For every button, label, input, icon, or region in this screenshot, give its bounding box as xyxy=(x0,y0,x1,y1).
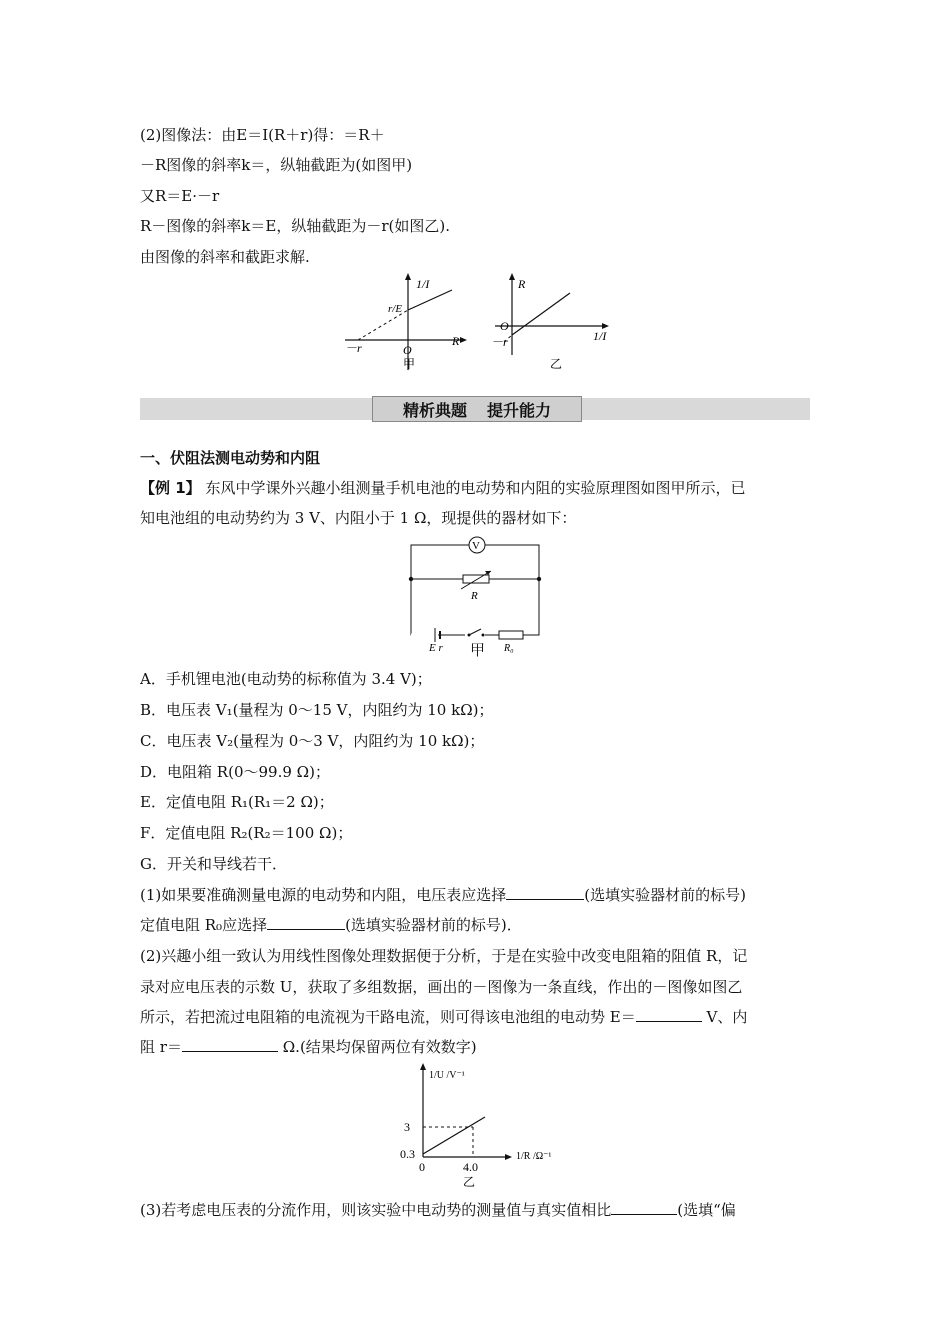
battery-label: E r xyxy=(429,642,443,654)
yi-y-label: R xyxy=(518,277,526,291)
option-item: A．手机锂电池(电动势的标称值为 3.4 V)； xyxy=(140,670,432,688)
q2-text-d: V、内 xyxy=(706,1008,748,1026)
q2-blank-r[interactable] xyxy=(182,1037,278,1052)
example-text-1: 东风中学课外兴趣小组测量手机电池的电动势和内阻的实验原理图如图甲所示，已 xyxy=(205,479,746,497)
figure-yi xyxy=(490,270,615,375)
chart-yi xyxy=(390,1062,560,1190)
q3-text-a: (3)若考虑电压表的分流作用，则该实验中电动势的测量值与真实值相比 xyxy=(140,1201,612,1219)
q3-blank[interactable] xyxy=(611,1200,677,1215)
q3-text-b: (选填“偏 xyxy=(677,1201,736,1219)
option-item: E．定值电阻 R₁(R₁＝2 Ω)； xyxy=(140,793,334,811)
option-item: F．定值电阻 R₂(R₂＝100 Ω)； xyxy=(140,824,353,842)
section-banner-title xyxy=(372,396,582,422)
jia-origin: O xyxy=(403,343,412,357)
option-item: D．电阻箱 R(0～99.9 Ω)； xyxy=(140,763,330,781)
jia-x-label: R xyxy=(452,334,460,348)
chart-caption: 乙 xyxy=(463,1175,476,1189)
origin-label: 0 xyxy=(419,1160,425,1174)
q2-line-3 xyxy=(140,1007,747,1027)
voltmeter-label: V xyxy=(472,540,480,552)
intro-line-2: －R图像的斜率k＝，纵轴截距为(如图甲) xyxy=(140,156,413,174)
q1-blank-1[interactable] xyxy=(506,885,584,900)
circuit-caption: 甲 xyxy=(470,641,486,659)
q1-blank-2[interactable] xyxy=(267,915,345,930)
q1-text-c: 定值电阻 R₀应选择 xyxy=(140,916,268,934)
intro-line-4: R－图像的斜率k＝E，纵轴截距为－r(如图乙). xyxy=(140,217,450,235)
y-tick-0.3: 0.3 xyxy=(400,1147,415,1161)
option-item: C．电压表 V₂(量程为 0～3 V，内阻约为 10 kΩ)； xyxy=(140,732,485,750)
q1-text-a: (1)如果要准确测量电源的电动势和内阻，电压表应选择 xyxy=(140,886,507,904)
y-axis-label: 1/U /V⁻¹ xyxy=(429,1070,465,1081)
y-axis-arrow xyxy=(420,1063,426,1070)
q1-line-1 xyxy=(140,885,746,905)
q2-text-e: 阻 r＝ xyxy=(140,1038,182,1056)
q2-blank-e[interactable] xyxy=(636,1007,702,1022)
y-tick-3: 3 xyxy=(404,1120,410,1134)
yi-x-label: 1/I xyxy=(593,329,607,343)
q2-line-1: (2)兴趣小组一致认为用线性图像处理数据便于分析，于是在实验中改变电阻箱的阻值 R，记 xyxy=(140,947,748,965)
jia-y-label: 1/I xyxy=(416,277,430,291)
banner-left-text: 精析典题 xyxy=(402,400,467,420)
data-line xyxy=(423,1117,485,1154)
yi-caption: 乙 xyxy=(550,357,563,371)
banner-right-text: 提升能力 xyxy=(487,400,552,420)
q2-text-c: 所示，若把流过电阻箱的电流视为干路电流，则可得该电池组的电动势 E＝ xyxy=(140,1008,636,1026)
example-tag: 【例 1】 xyxy=(140,479,201,497)
yi-origin: O xyxy=(500,319,509,333)
jia-neg-r: －r xyxy=(345,341,362,355)
intro-line-3: 又R＝E·－r xyxy=(140,187,220,205)
x-tick-4.0: 4.0 xyxy=(463,1160,478,1174)
q1-line-2 xyxy=(140,915,522,935)
section-title: 一、伏阻法测电动势和内阻 xyxy=(140,449,321,467)
example-line-2: 知电池组的电动势约为 3 V、内阻小于 1 Ω，现提供的器材如下： xyxy=(140,509,577,527)
jia-intercept: r/E xyxy=(388,303,403,315)
q2-line-4 xyxy=(140,1037,477,1057)
q1-text-b: (选填实验器材前的标号) xyxy=(584,886,746,904)
q2-line-2: 录对应电压表的示数 U，获取了多组数据，画出的－图像为一条直线，作出的－图像如图乙 xyxy=(140,978,743,996)
yi-neg-r: －r xyxy=(491,335,508,349)
intro-line-5: 由图像的斜率和截距求解. xyxy=(140,248,310,266)
q3-line-1 xyxy=(140,1200,736,1220)
q1-text-d: (选填实验器材前的标号)． xyxy=(345,916,522,934)
resistor-label: R₀ xyxy=(504,643,514,654)
figure-jia xyxy=(340,270,470,375)
x-axis-arrow xyxy=(505,1154,512,1160)
intro-line-1: (2)图像法：由E＝I(R＋r)得：＝R＋ xyxy=(140,126,385,144)
example-line-1 xyxy=(140,478,745,498)
jia-caption: 甲 xyxy=(403,357,416,371)
option-item: B．电压表 V₁(量程为 0～15 V，内阻约为 10 kΩ)； xyxy=(140,701,494,719)
option-item: G．开关和导线若干． xyxy=(140,855,287,873)
q2-text-f: Ω.(结果均保留两位有效数字) xyxy=(282,1038,477,1056)
circuit-diagram xyxy=(405,535,550,657)
rheostat-label: R xyxy=(471,590,478,602)
x-axis-label: 1/R /Ω⁻¹ xyxy=(516,1151,552,1162)
